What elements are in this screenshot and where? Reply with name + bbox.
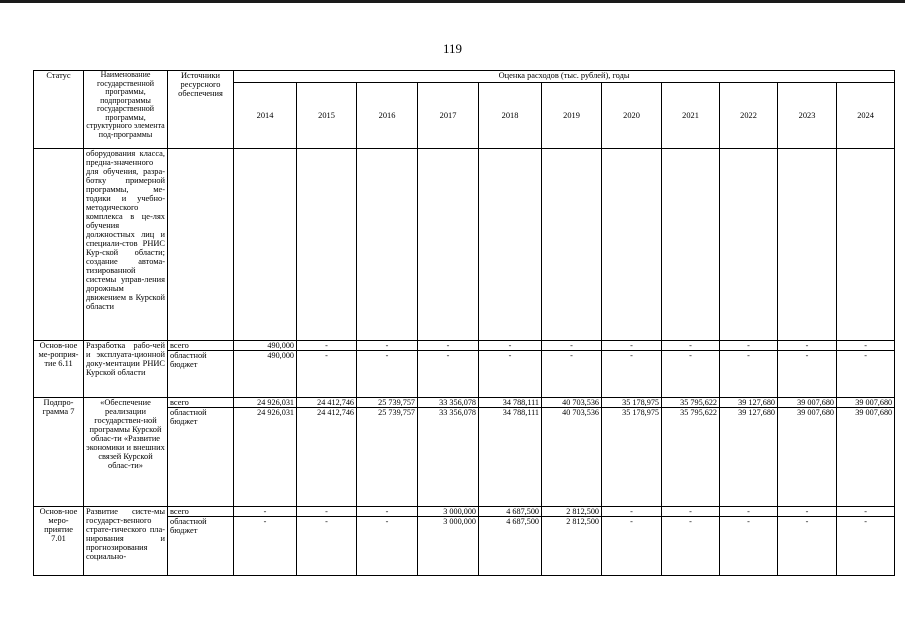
value-cell: 2 812,500 bbox=[542, 507, 602, 517]
value-cell: - bbox=[479, 351, 542, 398]
table-row bbox=[34, 398, 895, 408]
value-cell: - bbox=[297, 351, 357, 398]
value-cell: 40 703,536 bbox=[542, 408, 602, 507]
header-status: Статус bbox=[34, 71, 84, 149]
value-cell: - bbox=[418, 351, 479, 398]
header-estimate: Оценка расходов (тыс. рублей), годы bbox=[234, 71, 895, 83]
row-source: областной бюджет bbox=[168, 351, 234, 398]
page-number: 119 bbox=[442, 41, 463, 56]
row-status: Основ-ное ме-роприя-тие 6.11 bbox=[34, 341, 84, 398]
header-year: 2018 bbox=[479, 83, 542, 149]
value-cell: - bbox=[778, 341, 837, 351]
row-name: оборудования класса, предна-значенного для обучения, разра-ботку примерной программы, ме-тодики и учебно-методического комплекса в це-лях обучения должностных лиц и специали-стов РНИС Кур-ской области; создание автома-тизированной системы управ-ления дорожным движением в Курской области bbox=[84, 149, 168, 341]
value-cell: 24 926,031 bbox=[234, 408, 297, 507]
row-source: всего bbox=[168, 341, 234, 351]
header-year: 2021 bbox=[662, 83, 720, 149]
value-cell: - bbox=[720, 507, 778, 517]
empty-cell bbox=[602, 149, 662, 341]
value-cell: 4 687,500 bbox=[479, 517, 542, 576]
header-year: 2023 bbox=[778, 83, 837, 149]
value-cell: 24 412,746 bbox=[297, 398, 357, 408]
table-row bbox=[34, 341, 895, 351]
value-cell: 3 000,000 bbox=[418, 507, 479, 517]
value-cell: - bbox=[662, 351, 720, 398]
empty-cell bbox=[720, 149, 778, 341]
table-row bbox=[34, 507, 895, 517]
value-cell: - bbox=[542, 351, 602, 398]
header-year: 2024 bbox=[837, 83, 895, 149]
row-source: всего bbox=[168, 507, 234, 517]
value-cell: - bbox=[357, 507, 418, 517]
value-cell: 4 687,500 bbox=[479, 507, 542, 517]
value-cell: 2 812,500 bbox=[542, 517, 602, 576]
value-cell: - bbox=[234, 517, 297, 576]
header-year: 2022 bbox=[720, 83, 778, 149]
value-cell: 33 356,078 bbox=[418, 408, 479, 507]
value-cell: 39 007,680 bbox=[778, 398, 837, 408]
value-cell: 24 926,031 bbox=[234, 398, 297, 408]
value-cell: 3 000,000 bbox=[418, 517, 479, 576]
value-cell: - bbox=[662, 341, 720, 351]
value-cell: - bbox=[542, 341, 602, 351]
value-cell: - bbox=[602, 517, 662, 576]
empty-cell bbox=[418, 149, 479, 341]
row-name: Разработка рабо-чей и эксплуата-ционной доку-ментации РНИС Курской области bbox=[84, 341, 168, 398]
empty-cell bbox=[479, 149, 542, 341]
value-cell: - bbox=[602, 507, 662, 517]
value-cell: 34 788,111 bbox=[479, 398, 542, 408]
value-cell: - bbox=[234, 507, 297, 517]
value-cell: - bbox=[720, 341, 778, 351]
value-cell: - bbox=[662, 507, 720, 517]
value-cell: - bbox=[297, 507, 357, 517]
row-source: областной бюджет bbox=[168, 517, 234, 576]
value-cell: 490,000 bbox=[234, 341, 297, 351]
empty-cell bbox=[542, 149, 602, 341]
table-row bbox=[34, 149, 895, 341]
value-cell: 39 007,680 bbox=[778, 408, 837, 507]
value-cell: - bbox=[479, 341, 542, 351]
header-year: 2014 bbox=[234, 83, 297, 149]
empty-cell bbox=[297, 149, 357, 341]
value-cell: 40 703,536 bbox=[542, 398, 602, 408]
value-cell: 34 788,111 bbox=[479, 408, 542, 507]
value-cell: 39 127,680 bbox=[720, 398, 778, 408]
value-cell: 25 739,757 bbox=[357, 408, 418, 507]
value-cell: 35 178,975 bbox=[602, 408, 662, 507]
value-cell: - bbox=[837, 341, 895, 351]
budget-table bbox=[33, 70, 895, 576]
row-status: Основ-ное меро-приятие 7.01 bbox=[34, 507, 84, 576]
empty-cell bbox=[778, 149, 837, 341]
value-cell: 24 412,746 bbox=[297, 408, 357, 507]
value-cell: - bbox=[720, 517, 778, 576]
value-cell: - bbox=[357, 351, 418, 398]
row-source: всего bbox=[168, 398, 234, 408]
value-cell: - bbox=[357, 517, 418, 576]
value-cell: 39 007,680 bbox=[837, 398, 895, 408]
empty-cell bbox=[837, 149, 895, 341]
row-status bbox=[34, 149, 84, 341]
row-name: Развитие систе-мы государст-венного страте-гического пла-нирования и прогнозирования социально- bbox=[84, 507, 168, 576]
header-year: 2016 bbox=[357, 83, 418, 149]
value-cell: 35 178,975 bbox=[602, 398, 662, 408]
row-name: «Обеспечение реализации государствен-ной программы Курской облас-ти «Развитие экономики и внешних связей Курской облас-ти» bbox=[84, 398, 168, 507]
row-source: областной бюджет bbox=[168, 408, 234, 507]
value-cell: 490,000 bbox=[234, 351, 297, 398]
value-cell: 39 007,680 bbox=[837, 408, 895, 507]
value-cell: - bbox=[837, 351, 895, 398]
value-cell: - bbox=[602, 351, 662, 398]
value-cell: - bbox=[778, 507, 837, 517]
value-cell: - bbox=[418, 341, 479, 351]
empty-cell bbox=[168, 149, 234, 341]
row-status: Подпро-грамма 7 bbox=[34, 398, 84, 507]
empty-cell bbox=[662, 149, 720, 341]
header-year: 2017 bbox=[418, 83, 479, 149]
value-cell: - bbox=[357, 341, 418, 351]
header-year: 2015 bbox=[297, 83, 357, 149]
value-cell: 35 795,622 bbox=[662, 408, 720, 507]
value-cell: - bbox=[778, 517, 837, 576]
scan-top-edge bbox=[0, 0, 905, 3]
value-cell: - bbox=[662, 517, 720, 576]
empty-cell bbox=[357, 149, 418, 341]
value-cell: - bbox=[778, 351, 837, 398]
header-source: Источники ресурсного обеспечения bbox=[168, 71, 234, 149]
value-cell: 39 127,680 bbox=[720, 408, 778, 507]
value-cell: - bbox=[720, 351, 778, 398]
value-cell: - bbox=[837, 517, 895, 576]
empty-cell bbox=[234, 149, 297, 341]
value-cell: - bbox=[297, 517, 357, 576]
value-cell: - bbox=[602, 341, 662, 351]
value-cell: 25 739,757 bbox=[357, 398, 418, 408]
header-name: Наименование государственной программы, подпрограммы государственной программы, структурного элемента под-программы bbox=[84, 71, 168, 149]
header-year: 2019 bbox=[542, 83, 602, 149]
value-cell: - bbox=[837, 507, 895, 517]
value-cell: 35 795,622 bbox=[662, 398, 720, 408]
value-cell: 33 356,078 bbox=[418, 398, 479, 408]
header-year: 2020 bbox=[602, 83, 662, 149]
value-cell: - bbox=[297, 341, 357, 351]
